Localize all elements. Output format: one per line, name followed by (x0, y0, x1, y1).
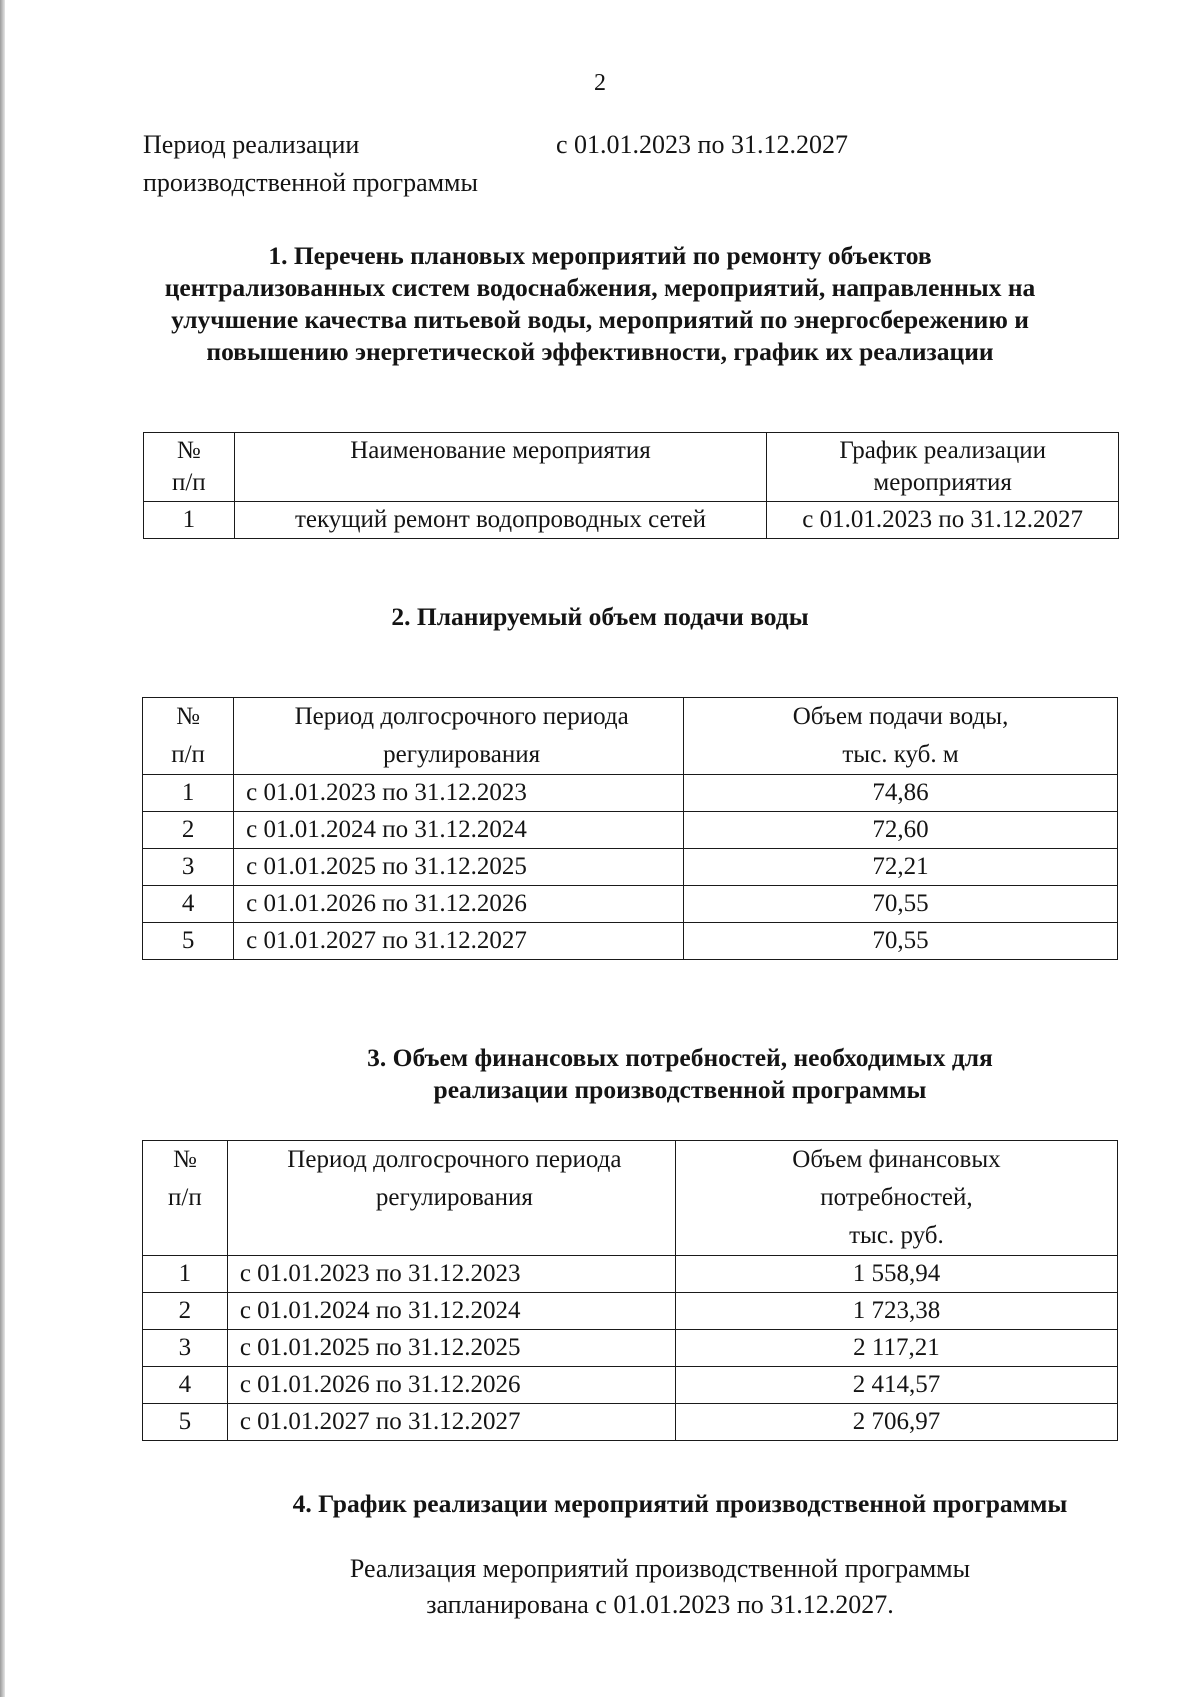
cell-num: 3 (143, 849, 234, 886)
table-row (143, 849, 1118, 886)
header-schedule (767, 433, 1119, 502)
cell-period: с 01.01.2024 по 31.12.2024 (234, 812, 684, 849)
cell-num: 2 (143, 1293, 228, 1330)
cell-period: с 01.01.2026 по 31.12.2026 (234, 886, 684, 923)
cell-schedule: с 01.01.2023 по 31.12.2027 (767, 502, 1119, 539)
water-supply-table (142, 697, 1118, 960)
cell-period: с 01.01.2027 по 31.12.2027 (234, 923, 684, 960)
header-period-line1: Период долгосрочного периода (294, 703, 629, 730)
header-num (144, 433, 235, 502)
section1-title (0, 240, 1200, 368)
section4-title: 4. График реализации мероприятий производственной программы (292, 1489, 1068, 1518)
header-volume-line2: тыс. куб. м (842, 741, 959, 768)
header-num-line1: № (172, 1146, 197, 1173)
table-header-row (144, 433, 1119, 502)
table-row (143, 1256, 1118, 1293)
period-label (143, 126, 478, 202)
cell-financial-volume: 2 117,21 (675, 1330, 1117, 1367)
header-financial-line3: тыс. руб. (849, 1222, 944, 1249)
section2-title: 2. Планируемый объем подачи воды (391, 602, 809, 631)
table-row (143, 1404, 1118, 1441)
cell-volume: 70,55 (684, 923, 1118, 960)
cell-num: 2 (143, 812, 234, 849)
section4-text-line1: Реализация мероприятий производственной программы (349, 1554, 971, 1583)
header-schedule-line2: мероприятия (873, 469, 1012, 496)
header-name: Наименование мероприятия (234, 433, 767, 502)
table-row (143, 775, 1118, 812)
cell-num: 5 (143, 1404, 228, 1441)
cell-financial-volume: 1 723,38 (675, 1293, 1117, 1330)
table-row (143, 1367, 1118, 1404)
header-num (143, 1141, 228, 1256)
cell-num: 3 (143, 1330, 228, 1367)
table-row (143, 812, 1118, 849)
header-period-line1: Период долгосрочного периода (287, 1146, 622, 1173)
cell-period: с 01.01.2025 по 31.12.2025 (227, 1330, 675, 1367)
header-period-line2: регулирования (383, 741, 541, 768)
cell-period: с 01.01.2023 по 31.12.2023 (234, 775, 684, 812)
cell-num: 1 (144, 502, 235, 539)
section1-title-line: централизованных систем водоснабжения, мероприятий, направленных на (164, 273, 1036, 302)
header-num-line1: № (176, 437, 201, 464)
header-volume (684, 698, 1118, 775)
header-financial-line1: Объем финансовых (792, 1146, 1001, 1173)
cell-num: 5 (143, 923, 234, 960)
header-num-line2: п/п (171, 469, 206, 496)
cell-num: 1 (143, 775, 234, 812)
cell-volume: 72,21 (684, 849, 1118, 886)
header-num-line1: № (176, 703, 201, 730)
header-volume-line1: Объем подачи воды, (792, 703, 1009, 730)
section1-title-line: улучшение качества питьевой воды, мероприятий по энергосбережению и (171, 305, 1029, 334)
section1-title-line: 1. Перечень плановых мероприятий по ремонту объектов (268, 241, 932, 270)
period-value: с 01.01.2023 по 31.12.2027 (556, 130, 848, 159)
cell-volume: 70,55 (684, 886, 1118, 923)
section1-title-line: повышению энергетической эффективности, график их реализации (206, 337, 994, 366)
period-label-line1: Период реализации (143, 130, 360, 159)
period-label-line2: производственной программы (143, 168, 478, 197)
header-schedule-line1: График реализации (839, 437, 1046, 464)
cell-financial-volume: 1 558,94 (675, 1256, 1117, 1293)
table-header-row (143, 698, 1118, 775)
header-num-line2: п/п (171, 741, 205, 768)
section4-text-line2: запланирована с 01.01.2023 по 31.12.2027. (426, 1590, 894, 1619)
cell-period: с 01.01.2025 по 31.12.2025 (234, 849, 684, 886)
cell-num: 1 (143, 1256, 228, 1293)
cell-financial-volume: 2 706,97 (675, 1404, 1117, 1441)
header-financial-line2: потребностей, (820, 1184, 973, 1211)
table-header-row (143, 1141, 1118, 1256)
cell-name: текущий ремонт водопроводных сетей (234, 502, 767, 539)
financial-needs-table (142, 1140, 1118, 1441)
cell-period: с 01.01.2023 по 31.12.2023 (227, 1256, 675, 1293)
header-period (227, 1141, 675, 1256)
cell-num: 4 (143, 886, 234, 923)
table-row (143, 1330, 1118, 1367)
table-row (143, 886, 1118, 923)
header-num-line2: п/п (168, 1184, 202, 1211)
header-num (143, 698, 234, 775)
section3-title-line: реализации производственной программы (433, 1075, 927, 1104)
header-period (234, 698, 684, 775)
header-financial-volume (675, 1141, 1117, 1256)
cell-period: с 01.01.2024 по 31.12.2024 (227, 1293, 675, 1330)
cell-num: 4 (143, 1367, 228, 1404)
cell-period: с 01.01.2026 по 31.12.2026 (227, 1367, 675, 1404)
table-row (144, 502, 1119, 539)
header-period-line2: регулирования (375, 1184, 533, 1211)
table-row (143, 923, 1118, 960)
section3-title (300, 1042, 1060, 1106)
section4-text (0, 1551, 1200, 1623)
cell-period: с 01.01.2027 по 31.12.2027 (227, 1404, 675, 1441)
cell-financial-volume: 2 414,57 (675, 1367, 1117, 1404)
section3-title-line: 3. Объем финансовых потребностей, необходимых для (367, 1043, 993, 1072)
table-row (143, 1293, 1118, 1330)
page-number: 2 (594, 70, 606, 96)
cell-volume: 72,60 (684, 812, 1118, 849)
cell-volume: 74,86 (684, 775, 1118, 812)
activities-table (143, 432, 1119, 539)
